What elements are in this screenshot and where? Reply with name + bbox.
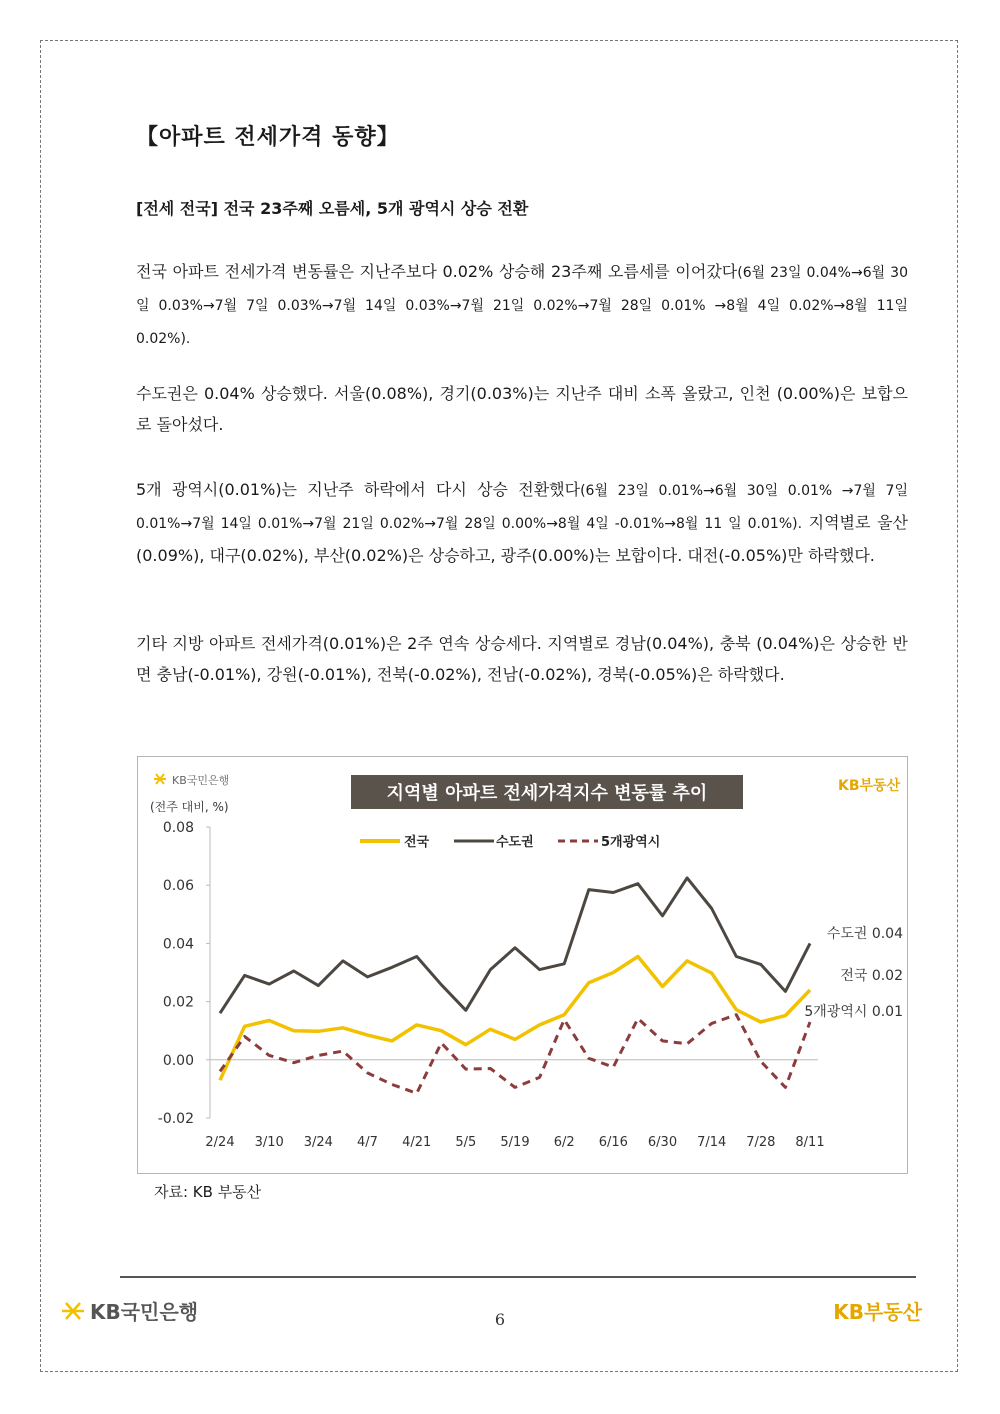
source-note: 자료: KB 부동산 [154,1183,262,1201]
series-line-capital-area [220,878,810,1013]
x-tick-label: 2/24 [205,1135,235,1150]
x-tick-label: 6/16 [598,1135,628,1150]
paragraph-other-regions: 기타 지방 아파트 전세가격(0.01%)은 2주 연속 상승세다. 지역별로 경남(0.04%), 충북 (0.04%)은 상승한 반면 충남(-0.01%), 강원(-0.01%), 전북(-0.02%), 전남(-0.02%), 경북(-0.05%)은 하락했다. [136,634,908,684]
paragraph-nationwide-main: 전국 아파트 전세가격 변동률은 지난주보다 0.02% 상승해 23주째 오름세를 이어갔다 [136,262,738,281]
kb-star-icon [154,774,166,784]
footer-realestate-logo: KB부동산 [833,1300,922,1324]
y-tick-label: 0.04 [162,936,194,953]
end-label: 5개광역시 0.01 [804,1004,903,1020]
legend-label-nationwide: 전국 [404,835,430,850]
line-chart [138,757,907,1173]
y-tick-label: -0.02 [157,1111,194,1127]
end-label: 전국 0.02 [840,968,903,984]
y-axis-label: (전주 대비, %) [150,800,229,814]
x-tick-label: 7/28 [746,1135,776,1150]
kb-bank-logo [154,773,229,787]
series-line-metro-cities [220,1015,810,1094]
legend-label-metro: 5개광역시 [601,835,661,850]
kb-realestate-logo: KB부동산 [838,778,901,794]
paragraph-capital-area: 수도권은 0.04% 상승했다. 서울(0.08%), 경기(0.03%)는 지난주 대비 소폭 올랐고, 인천 (0.00%)은 보합으로 돌아섰다. [136,384,908,434]
paragraph-metro-detail: (6월 23일 0.01%→6월 30일 0.01% →7월 7일 0.01%→7월 14일 0.01%→7월 21일 0.02%→7월 28일 0.00%→8월 4일 -0.01%→8월 11 일 0.01%). [136,483,908,532]
sub-title: [전세 전국] 전국 23주째 오름세, 5개 광역시 상승 전환 [136,199,529,218]
paragraph-metro-regions: 지역별로 울산(0.09%), 대구(0.02%), 부산(0.02%)은 상승하고, 광주(0.00%)는 보합이다. 대전(-0.05%)만 하락했다. [136,513,908,565]
y-tick-label: 0.00 [162,1052,194,1069]
y-tick-label: 0.06 [162,878,194,895]
paragraph-metro-main: 5개 광역시(0.01%)는 지난주 하락에서 다시 상승 전환했다 [136,480,581,499]
y-tick-label: 0.02 [162,994,194,1011]
x-tick-label: 4/21 [402,1135,432,1150]
y-tick-label: 0.08 [162,820,194,836]
x-tick-label: 6/2 [553,1135,575,1150]
x-tick-label: 8/11 [795,1135,825,1150]
paragraph-metro-cities [136,474,908,571]
x-tick-label: 5/5 [455,1135,477,1150]
chart-legend [360,834,660,850]
legend-label-capital: 수도권 [496,835,534,850]
section-title: 【아파트 전세가격 동향】 [136,125,400,150]
chart-title: 지역별 아파트 전세가격지수 변동률 추이 [386,783,708,804]
end-label: 수도권 0.04 [826,926,903,942]
chart-container [137,756,908,1174]
x-tick-label: 3/24 [303,1135,333,1150]
footer-divider [120,1276,916,1278]
kb-bank-logo-text: KB국민은행 [172,774,230,787]
page-number: 6 [494,1310,506,1329]
footer-bank-logo-text: KB국민은행 [90,1300,199,1324]
x-tick-label: 7/14 [697,1135,727,1150]
paragraph-nationwide [136,256,908,355]
paragraph-nationwide-detail: (6월 23일 0.04%→6월 30일 0.03%→7월 7일 0.03%→7월 14일 0.03%→7월 21일 0.02%→7월 28일 0.01% →8월 4일 0.02%→8월 11일 0.02%). [136,265,908,347]
x-tick-label: 3/10 [254,1135,284,1150]
x-tick-label: 4/7 [357,1135,378,1150]
x-tick-label: 6/30 [647,1135,678,1150]
x-tick-label: 5/19 [500,1135,530,1150]
